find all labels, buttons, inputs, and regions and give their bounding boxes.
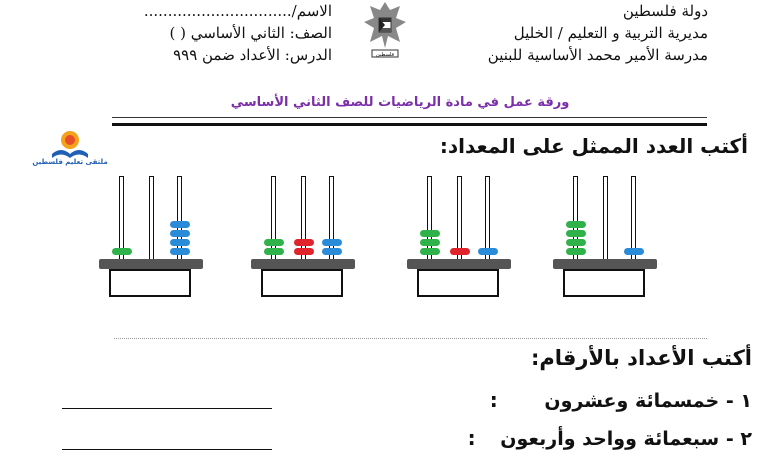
ones-bead <box>264 248 284 255</box>
school-header <box>448 0 708 66</box>
hundreds-bead <box>170 230 190 237</box>
hundreds-bead <box>170 221 190 228</box>
question-2-item-1 <box>490 388 752 412</box>
class-label: الصف: الثاني الأساسي ( ) <box>169 24 332 42</box>
abacus-rod-tens <box>149 176 154 260</box>
divider-thin <box>112 117 707 118</box>
question-2-title: أكتب الأعداد بالأرقام: <box>530 346 752 370</box>
item-text: خمسمائة وعشرون <box>544 390 720 412</box>
abacus-base <box>251 259 355 269</box>
item-text: سبعمائة وواحد وأربعون <box>500 428 720 450</box>
ones-bead <box>566 221 586 228</box>
answer-line-1[interactable] <box>62 408 272 409</box>
tens-bead <box>294 239 314 246</box>
directorate-name: مديرية التربية و التعليم / الخليل <box>513 24 708 42</box>
logo-caption: ملتقى تعليم فلسطين <box>32 158 108 166</box>
ones-bead <box>112 248 132 255</box>
hundreds-bead <box>170 248 190 255</box>
worksheet-subtitle: ورقة عمل في مادة الرياضيات للصف الثاني الأساسي <box>230 95 570 110</box>
ones-bead <box>264 239 284 246</box>
hundreds-bead <box>322 248 342 255</box>
ones-bead <box>566 239 586 246</box>
name-label: الاسم/ <box>291 2 332 20</box>
ones-bead <box>566 230 586 237</box>
abacus-3 <box>251 176 361 302</box>
answer-line-2[interactable] <box>62 449 272 450</box>
palestine-emblem-icon <box>360 0 410 64</box>
item-number: ١ - <box>725 390 752 412</box>
tens-bead <box>294 248 314 255</box>
school-name: مدرسة الأمير محمد الأساسية للبنين <box>487 46 708 64</box>
abacus-2 <box>407 176 517 302</box>
abacus-base <box>99 259 203 269</box>
item-colon: : <box>467 426 476 450</box>
section-divider <box>114 338 707 339</box>
student-info <box>32 0 332 66</box>
ones-bead <box>420 248 440 255</box>
emblem-caption: فلسطين <box>376 52 394 58</box>
name-field <box>32 0 332 22</box>
abacus-answer-box[interactable] <box>261 269 343 297</box>
hundreds-bead <box>322 239 342 246</box>
ones-bead <box>420 230 440 237</box>
abacus-base <box>407 259 511 269</box>
country-name: دولة فلسطين <box>622 2 708 20</box>
hundreds-bead <box>624 248 644 255</box>
abacus-1 <box>553 176 663 302</box>
hundreds-bead <box>170 239 190 246</box>
ones-bead <box>420 239 440 246</box>
item-colon: : <box>489 388 498 412</box>
question-2-item-2 <box>468 426 752 450</box>
ones-bead <box>566 248 586 255</box>
abacus-answer-box[interactable] <box>109 269 191 297</box>
abacus-answer-box[interactable] <box>563 269 645 297</box>
item-number: ٢ - <box>725 428 752 450</box>
tens-bead <box>450 248 470 255</box>
question-1-title: أكتب العدد الممثل على المعداد: <box>439 134 748 158</box>
name-dots: ............................... <box>143 2 292 20</box>
abacus-base <box>553 259 657 269</box>
abacus-rod-tens <box>603 176 608 260</box>
abacus-4 <box>99 176 209 302</box>
lesson-label: الدرس: الأعداد ضمن ٩٩٩ <box>173 46 332 64</box>
abacus-answer-box[interactable] <box>417 269 499 297</box>
divider-thick <box>112 123 707 126</box>
hundreds-bead <box>478 248 498 255</box>
